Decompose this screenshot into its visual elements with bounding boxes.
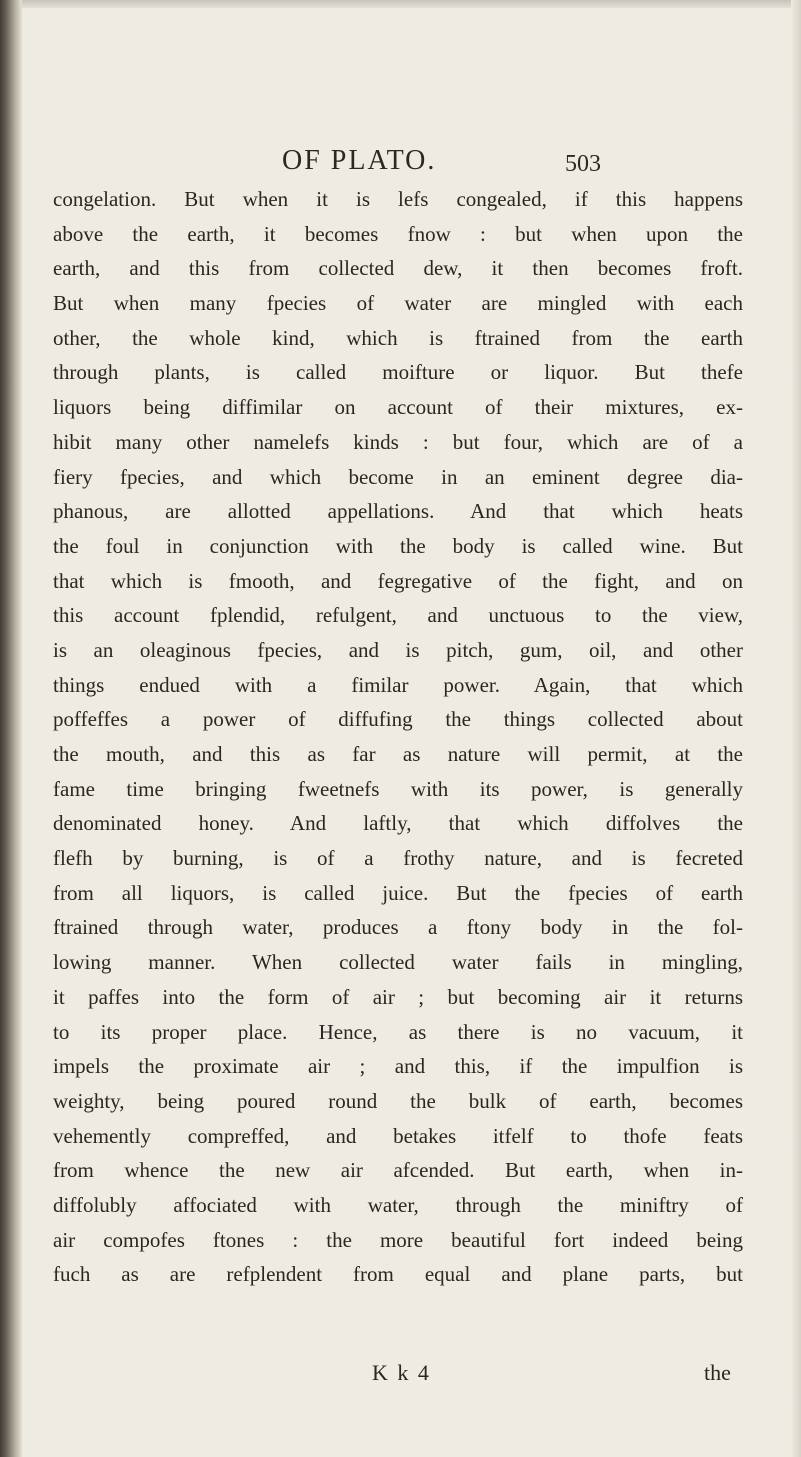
text-line: fame time bringing fweetnefs with its power, is generally <box>53 776 743 801</box>
text-line: other, the whole kind, which is ftrained from the earth <box>53 325 743 350</box>
text-line: the mouth, and this as far as nature will permit, at the <box>53 742 743 766</box>
page-footer <box>0 1360 801 1396</box>
text-line: liquors being diffimilar on account of their mixtures, ex- <box>53 395 743 420</box>
text-line: But when many fpecies of water are mingled with each <box>53 291 743 316</box>
text-line: it paffes into the form of air ; but becoming air it returns <box>53 984 743 1009</box>
text-line: to its proper place. Hence, as there is no vacuum, it <box>53 1019 743 1044</box>
text-line: from all liquors, is called juice. But the fpecies of earth <box>53 880 743 905</box>
catchword: the <box>704 1360 731 1385</box>
text-line: through plants, is called moifture or liquor. But thefe <box>53 360 743 385</box>
text-line: weighty, being poured round the bulk of earth, becomes <box>53 1088 743 1113</box>
text-line: is an oleaginous fpecies, and is pitch, gum, oil, and other <box>53 637 743 662</box>
text-line: the foul in conjunction with the body is called wine. But <box>53 533 743 558</box>
text-line: phanous, are allotted appellations. And that which heats <box>53 499 743 524</box>
text-line: congelation. But when it is lefs congealed, if this happens <box>53 187 743 211</box>
text-line: lowing manner. When collected water fails in mingling, <box>53 950 743 975</box>
text-line: earth, and this from collected dew, it then becomes froft. <box>53 256 743 281</box>
text-line: hibit many other namelefs kinds : but four, which are of a <box>53 429 743 454</box>
text-line: flefh by burning, is of a frothy nature, and is fecreted <box>53 846 743 871</box>
body-text <box>53 182 743 1292</box>
text-line: air compofes ftones : the more beautiful fort indeed being <box>53 1227 743 1252</box>
text-line: impels the proximate air ; and this, if the impulfion is <box>53 1054 743 1079</box>
text-line: denominated honey. And laftly, that which diffolves the <box>53 811 743 836</box>
page-right-edge <box>791 0 801 1457</box>
text-line: vehemently compreffed, and betakes itfelf to thofe feats <box>53 1123 743 1148</box>
text-line: above the earth, it becomes fnow : but when upon the <box>53 221 743 246</box>
text-line: poffeffes a power of diffufing the things collected about <box>53 707 743 732</box>
text-line: ftrained through water, produces a ftony body in the fol- <box>53 915 743 940</box>
text-line: this account fplendid, refulgent, and unctuous to the view, <box>53 603 743 628</box>
text-line: that which is fmooth, and fegregative of the fight, and on <box>53 568 743 593</box>
page-number: 503 <box>565 151 601 177</box>
running-head: OF PLATO. <box>282 145 437 176</box>
text-line: from whence the new air afcended. But earth, when in- <box>53 1158 743 1183</box>
page-top-edge <box>0 0 801 8</box>
text-line: fiery fpecies, and which become in an eminent degree dia- <box>53 464 743 489</box>
page-header <box>0 141 801 181</box>
signature-mark: K k 4 <box>372 1360 431 1385</box>
text-line: fuch as are refplendent from equal and plane parts, but <box>53 1262 743 1287</box>
book-binding-shadow <box>0 0 22 1457</box>
text-line: things endued with a fimilar power. Again, that which <box>53 672 743 697</box>
text-line: diffolubly affociated with water, through the miniftry of <box>53 1192 743 1217</box>
